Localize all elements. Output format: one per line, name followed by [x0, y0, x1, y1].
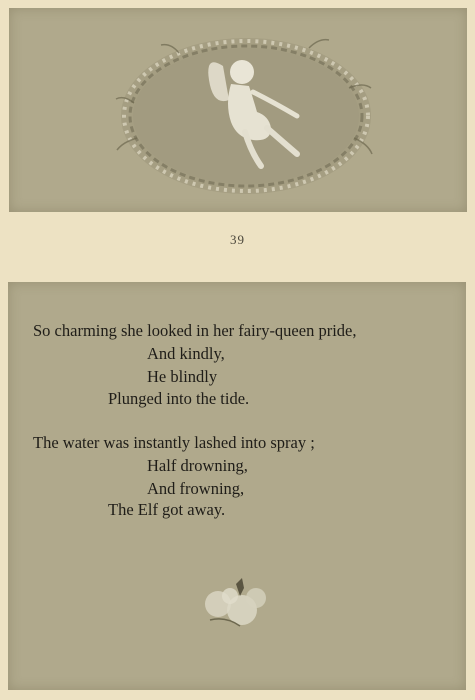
top-illustration-plate — [9, 8, 467, 212]
poem-line: Plunged into the tide. — [108, 389, 250, 408]
poem-line: And frowning, — [147, 479, 245, 498]
poem-line: He blindly — [147, 367, 218, 386]
poem-line: Half drowning, — [147, 456, 248, 475]
flower-bird-vignette — [196, 574, 276, 634]
page-number: 39 — [230, 232, 245, 247]
poem-line: The water was instantly lashed into spray ; — [33, 433, 315, 452]
poem-line: So charming she looked in her fairy-queen pride, — [33, 321, 357, 340]
poem-line: The Elf got away. — [108, 500, 226, 519]
fairy-wreath-illustration — [9, 8, 467, 212]
poem-line: And kindly, — [147, 344, 225, 363]
